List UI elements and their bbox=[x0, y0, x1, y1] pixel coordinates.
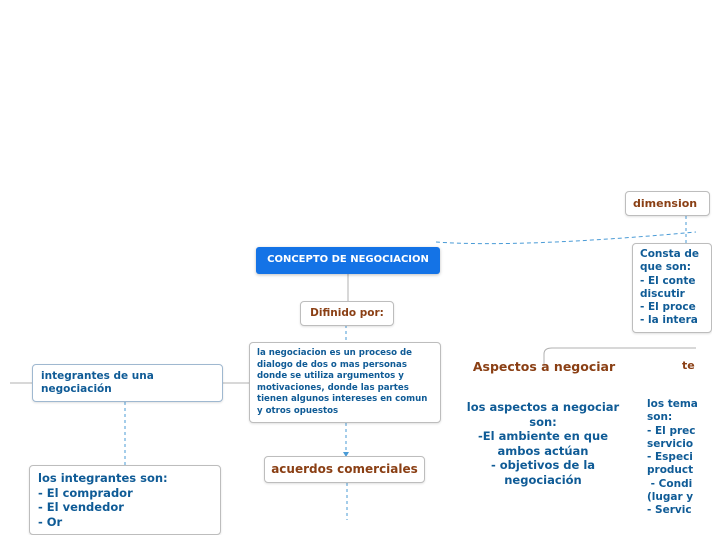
topics-title[interactable]: te bbox=[682, 359, 695, 372]
topics-list-node[interactable]: los tema son: - El prec servicio - Especi product - Condi (lugar y - Servic bbox=[647, 398, 698, 517]
consists-of-node[interactable]: Consta de que son: - El conte discutir - El proce - la intera bbox=[632, 243, 712, 333]
participants-list-node[interactable]: los integrantes son: - El comprador - El vendedor - Or bbox=[29, 465, 221, 535]
aspects-list-node[interactable]: los aspectos a negociar son: -El ambiente en que ambos actúan - objetivos de la negociación bbox=[466, 400, 620, 487]
defined-by-node[interactable]: Difinido por: bbox=[300, 301, 394, 326]
link-central-dimension bbox=[436, 232, 696, 244]
commercial-agreements-node[interactable]: acuerdos comerciales bbox=[264, 456, 425, 483]
participants-node[interactable]: integrantes de una negociación bbox=[32, 364, 223, 402]
definition-node[interactable]: la negociacion es un proceso de dialogo de dos o mas personas donde se utiliza argumentos y motivaciones, donde las partes tienen algunos intereses en comun y otros opuestos bbox=[249, 342, 441, 423]
central-topic[interactable]: CONCEPTO DE NEGOCIACION bbox=[256, 247, 440, 274]
dimensions-node[interactable]: dimension bbox=[625, 191, 710, 216]
aspects-topic[interactable]: Aspectos a negociar bbox=[472, 359, 616, 374]
